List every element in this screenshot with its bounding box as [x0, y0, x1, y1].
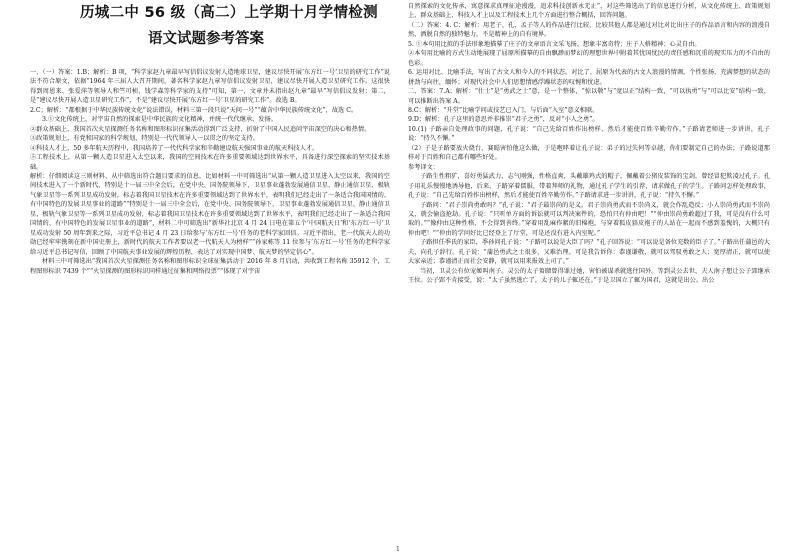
- paragraph-q5-1: 5. ①本句用比拟的手法形象地描摹了庄子的文章语言文采飞扬、想象丰富奇特；庄子人格精神；心灵自由。: [408, 40, 701, 48]
- paragraph-q1: 一、（一）答案：1.B；解析：B 项，“科学家赵九章最早写信倡议发射人造地球卫星，建议尽快开展‘东方红一号’卫星的研究工作”说法不符合原文，依据“1964 年三届人大召开期间，著名科学家赵九章写信倡议发射卫星，建议尽快开展人造卫星研究工作。这很快得到周恩来、张爱萍等领导人和竺可桢、钱学森等科学家的支持”可知，第一，文章并未指出赵九章“最早”写信倡议发射；第二，是“建议尽快开展人造卫星研究工作”，不是“建议尽快开展‘东方红一号’卫星的研究工作”。故选 B。: [30, 69, 390, 105]
- paragraph-q10-2: （2）子是子路要放火烧台，赛聪害怕他这么做，于是咆哮着让孔子说：弟子的过失何等卓越，你们要制定自己的办法；子路说道那样对于百姓和自己都有哪些好处。: [408, 144, 770, 162]
- paragraph-translation-4: 当初，卫灵公有位宠姬叫南子。灵公的太子蒉聩曾得罪过她，害怕被谋杀就逃往国外。等到灵公去世，夫人南子想让公子郢继承王位。公子郢不肯接受，说：“太子虽然逃亡了，太子的儿子辄还在。”于是卫国立了辄为国君，这就是出公。出公: [408, 267, 770, 285]
- paragraph-material3: 材料三中可筛选出“我国首次火星探测任务名称和图形标识全球征集活动于 2016 年 8 月启动，共收到工程名称 35912 个，工程图形标识 7439 个”“火星探测的图形标识同样通过征集和网络投票”“体现了对宇宙: [30, 258, 390, 275]
- paragraph-q5-2: ②本句用比喻的方式生动地展现了屈原所描摹的自由飘渺而梦幻的理想世界中附着其忧国忧民的责任感和沉重的现实压力的不自由的色彩。: [408, 50, 770, 67]
- paragraph-q7: 二、答案：7.A；解析：“仕士”是“勇武之士”意，是一个整体，“惊以敬”与“宽以正”结构一致，“可以执勇”与“可以比安”结构一致，可以推断出答案 A。: [408, 88, 770, 105]
- paragraph-q9: 9.D；解析：孔子这里的意思并非推崇“君子之勇”，反对“小人之勇”。: [408, 116, 599, 124]
- paragraph-q3-point5: ⑤工程技术上，从第一颗人造卫星进入太空以来，我国的空间技术在许多重要领域达到世界水平，具备进行深空探索的坚实技术基础。: [30, 154, 390, 171]
- paragraph-translation-2: 子路问：“君子崇尚勇敢吗？”孔子说：“君子最崇尚的是义。君子崇尚勇武而不崇尚义，就会作乱造反；小人崇尚勇武而不崇尚义，就会偷盗抢劫。孔子说：“只听单方面的诉讼就可以判决案件的，恐怕只有仲由吧！”“仲由崇尚勇敢超过了我，可是没有什么可取的。”“像仲由这种性格，不会得到善终。”穿着用乱麻作絮的旧棉袍，与穿着狐皮貉皮袍子的人站在一起而不感到羞愧的，大概只有仲由吧！”“仲由的学问好比已经登上了厅堂，可是还没有进入内室呢。”: [408, 201, 770, 237]
- paragraph-translation-1: 子路生性粗犷，喜好勇猛武力，志气刚强，性格直爽，头戴雄鸡式的帽子，佩戴着公猪皮装饰的宝剑，曾经冒犯欺凌过孔子。孔子用礼乐慢慢地诱导他，后来，子路穿着儒服，带着拜师的礼物，通过孔子学生的引荐，请求做孔子的学生。子路问怎样处理政事，孔子说：“自己先给百姓作出榜样，然后才能使百姓辛勤劳作。”子路请求进一步讲讲，孔子说：“持久不懈。”: [408, 173, 770, 200]
- left-column-text: [30, 68, 390, 546]
- paragraph-translation-3: 子路担任季氏的家臣，季孙问孔子说：“子路可以说是大臣了吗？”孔子回答说：“可以说是备位充数的臣子了。”子路出任蒲邑的大夫，向孔子辞行。孔子说：“蒲邑勇武之士很多，又难治理。可是我告诉你：恭谨谦敬，就可以驾驭勇敢之人；宽厚清正，就可以使大家亲近；恭谨清正而社会安静，就可以用来报效上司了。”: [408, 239, 770, 266]
- paragraph-translation-heading: 参考译文：: [408, 163, 439, 171]
- paragraph-continuation: 自然探索的文化传承，寓意探求真理征途漫漫，追求科技创新永无止”，对这些筛选出了的信息进行分析，从文化传统上、政策规划上、群众基础上、科技人才上以及工程技术上几个方面进行整合概括，回答问题。: [408, 3, 770, 20]
- paragraph-q3-point2: ②群众基础上，我国首次火星探测任务名称和图形标识征集活动得到广泛支持，折射了中国人民追问宇宙深空的决心和热情。: [30, 125, 371, 133]
- paragraph-q3-point1: 3.①文化传统上，对宇宙自然的探索是中华民族的文化精神，并统一代代继承、发扬。: [42, 116, 277, 124]
- paragraph-analysis: 解析：仔细阅读这三则材料，从中筛选出符合题目要求的信息，比如材料一中可筛选出“从第一颗人造卫星进入太空以来，我国的空间技术进入了一个新时代，特别是十一届三中全会后，在党中央、国务院领导下，卫星事业蓬勃发展通信卫星、静止通信卫星、极轨气象卫星等一系列卫星成功发射，标志着我国卫星技术在许多重要领域达到了世界水平，表明我们已经走出了一条适合我国国情的、有中国特色的发展卫星事业的道路”“特别是十一届三中全会后，在党中央、国务院领导下，卫星事业蓬勃发展通信卫星、静止通信卫星、极轨气象卫星等一系列卫星成功发射，标志着我国卫星技术在许多重要领域达到了世界水平，表明我们已经走出了一条适合我国国情的、有中国特色的发展卫星事业的道路”，材料二中可筛选出“新华社北京 4 月 24 日电在第五个‘中国航天日’和‘东方红一号’卫星成功发射 50 周年到来之际，习近平总书记 4 月 23 日给参与‘东方红一号’任务的老科学家回信。习近平指出，老一代航天人的功勋已经牢牢镌刻在新中国史册上，新时代的航天工作者要以老一代航天人为榜样”“孙家栋等 11 位参与‘东方红一号’任务的老科学家给习近平总书记写信，回顾了中国航天事业发展的辉煌历程，表达了对实现中国梦、航天梦的坚定信心”。: [30, 172, 390, 256]
- document-title: 历城二中 56 级（高二）上学期十月学情检测: [80, 5, 378, 21]
- left-column: [30, 0, 390, 548]
- page-number: 1: [396, 546, 400, 553]
- right-column-text: [408, 2, 770, 546]
- paragraph-q4: （二）答案：4. C；解析：用老子、孔、孟子等人的作品进行比较，比较其他人都是通过对比对比出庄子的作品语言和内容的浪漫自然、洒脱自然的独特魅力，不是精神上的自有境界。: [408, 21, 770, 39]
- paragraph-q6: 6. 运用对比、比喻手法，写出了古文人和今人的不同状态。对比了，屈原为代表的古文人浪漫的情调，个性张扬，充满梦想的状态的拼劲与向往，缅怀；对现代社会中人们思想情感浮躁状态的叹惋和忧虑。: [408, 69, 770, 86]
- paragraph-q8: 8.C；解析：“升堂”比喻学问或技艺已入门，与后面“入室”意义相联。: [408, 106, 599, 114]
- paragraph-q3-point4: ④科技人才上，50 多年航天历程中，我国培养了一代代科学家和辛勤建设航天强国事业的航天科技人才。: [30, 144, 319, 152]
- document-subtitle: 语文试题参考答案: [148, 31, 264, 47]
- paragraph-q2: 2.C；解析：“都根据于中华民族传统文化”说法错误，材料三第一段只说“天问一号”“蕴含中华民族传统文化”，故选 C。: [30, 106, 358, 114]
- paragraph-q10-1: 10.(1) 子路亲自处理政事的问题，孔子说：“自己先给百姓作出榜样，然后才能使百姓辛勤劳作。”子路请老师进一步讲讲，孔子说：“持久不懈。”: [408, 125, 770, 143]
- right-column: [408, 0, 770, 548]
- paragraph-q3-point3: ③政策规划上，有党和国家的科学规划，特别是一代代领导人一以贯之的坚定支持。: [30, 135, 259, 143]
